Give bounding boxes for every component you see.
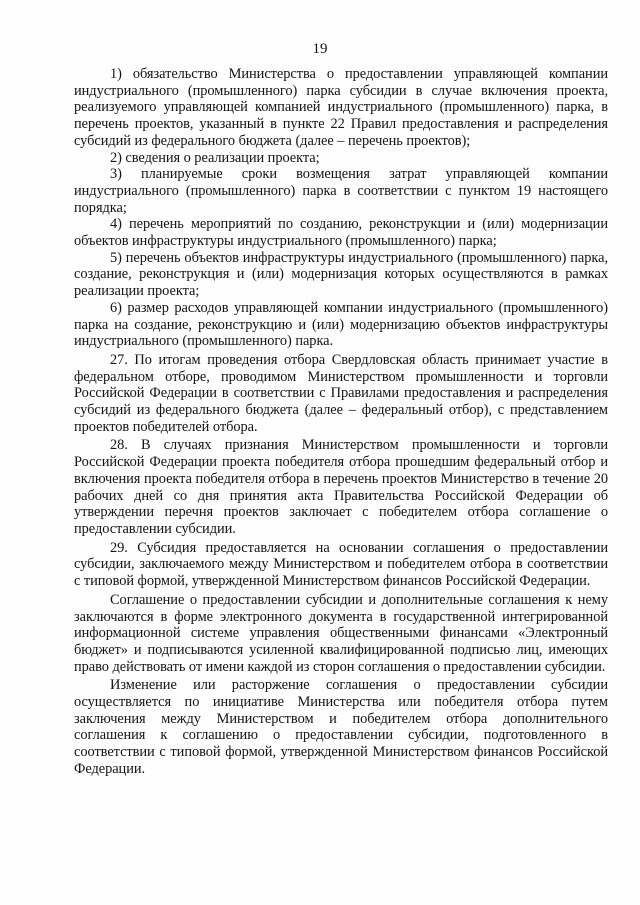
- paragraph-item-3-reimbursement-terms: 3) планируемые сроки возмещения затрат управляющей компании индустриального (промышленного) парка в соответствии с пунктом 19 настоящего порядка;: [74, 166, 608, 216]
- paragraph-clause-28: 28. В случаях признания Министерством промышленности и торговли Российской Федерации проекта победителя отбора прошедшим федеральный отбор и включения проекта победителя отбора в перечень проектов Министерство в течение 20 рабочих дней со дня принятия акта Правительства Российской Федерации об утверждении перечня проектов заключает с победителем отбора соглашение о предоставлении субсидии.: [74, 437, 608, 537]
- paragraph-item-4-activities-list: 4) перечень мероприятий по созданию, реконструкции и (или) модернизации объектов инфраструктуры индустриального (промышленного) парка;: [74, 216, 608, 250]
- paragraph-item-6-expenses: 6) размер расходов управляющей компании индустриального (промышленного) парка на создание, реконструкцию и (или) модернизацию объектов инфраструктуры индустриального (промышленного) парка.: [74, 299, 608, 350]
- paragraph-agreement-changes: Изменение или расторжение соглашения о предоставлении субсидии осуществляется по инициативе Министерства или победителя отбора путем заключения между Министерством и победителем отбора дополнительного соглашения к соглашению о предоставлении субсидии, подготовленного в соответствии с типовой формой, утвержденной Министерством финансов Российской Федерации.: [74, 677, 608, 777]
- paragraph-item-5-infrastructure-list: 5) перечень объектов инфраструктуры индустриального (промышленного) парка, создание, реконструкция и (или) модернизация которых осуществляются в рамках реализации проекта;: [74, 249, 608, 300]
- paragraph-clause-27: 27. По итогам проведения отбора Свердловская область принимает участие в федеральном отборе, проводимом Министерством промышленности и торговли Российской Федерации в соответствии с Правилами предоставления и распределения субсидий из федерального бюджета (далее – федеральный отбор), с представлением проектов победителей отбора.: [74, 351, 608, 435]
- paragraph-agreement-form: Соглашение о предоставлении субсидии и дополнительные соглашения к нему заключаются в форме электронного документа в государственной интегрированной информационной системе управления общественными финансами «Электронный бюджет» и подписываются усиленной квалифицированной подписью лиц, имеющих право действовать от имени каждой из сторон соглашения о предоставлении субсидии.: [74, 591, 608, 675]
- document-body: [74, 66, 608, 778]
- paragraph-item-2-project-info: 2) сведения о реализации проекта;: [110, 149, 320, 166]
- paragraph-clause-29: 29. Субсидия предоставляется на основании соглашения о предоставлении субсидии, заключаемого между Министерством и победителем отбора в соответствии с типовой формой, утвержденной Министерством финансов Российской Федерации.: [74, 539, 608, 590]
- page-number: 19: [312, 41, 328, 57]
- paragraph-item-1-commitment: 1) обязательство Министерства о предоставлении управляющей компании индустриального (промышленного) парка субсидии в случае включения проекта, реализуемого управляющей компанией индустриального (промышленного) парка, в перечень проектов, указанный в пункте 22 Правил предоставления и распределения субсидий из федерального бюджета (далее – перечень проектов);: [74, 66, 608, 149]
